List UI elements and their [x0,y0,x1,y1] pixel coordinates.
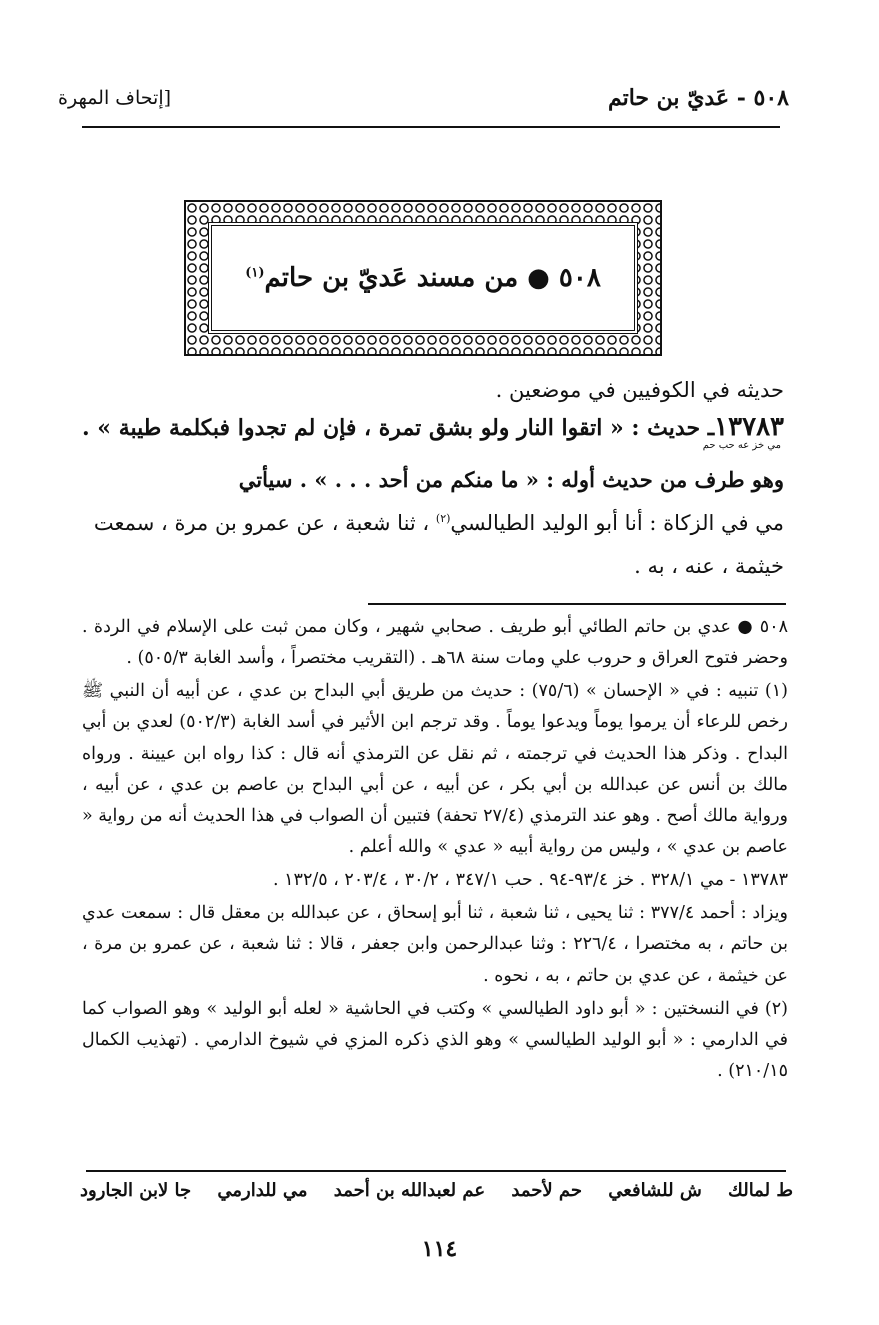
body-line-intro: حديثه في الكوفيين في موضعين . [495,378,784,402]
header-rule [82,126,780,128]
hadith-entry [74,405,784,451]
abbrev-item: مي للدارمي [217,1180,308,1201]
abbrev-item: جا لابن الجارود [80,1180,192,1201]
header-book-title: [إتحاف المهرة [58,87,172,109]
footnotes [82,612,788,1089]
abbrev-item: ط لمالك [728,1180,793,1201]
body-line-tarf: وهو طرف من حديث أوله : « ما منكم من أحد . . . » . سيأتي [238,467,784,492]
abbrev-item: ش للشافعي [608,1180,702,1201]
abbreviations-rule [86,1170,786,1172]
page-number: ١١٤ [421,1236,458,1262]
section-title [245,263,601,293]
footnote-rule [368,603,786,605]
abbrev-item: حم لأحمد [511,1180,583,1201]
hadith-number: ١٣٧٨٣ [714,412,784,442]
isnad-start: مي في الزكاة : أنا أبو الوليد الطيالسي [450,511,784,535]
abbreviations-key [80,1180,793,1201]
hadith-text: ـ حديث : « اتقوا النار ولو بشق تمرة ، فإن لم تجدوا فبكلمة طيبة » . [81,415,715,441]
footnote-takhrij: ١٣٧٨٣ - مي ٣٢٨/١ . خز ٩٣/٤-٩٤ . حب ٣٤٧/١ ، ٣٠/٢ ، ٢٠٣/٤ ، ١٣٢/٥ . [273,870,788,891]
body-line-isnad-end: خيثمة ، عنه ، به . [634,554,784,578]
isnad-end: ، ثنا شعبة ، عن عمرو بن مرة ، سمعت [93,511,436,535]
footnote-2: (٢) في النسختين : « أبو داود الطيالسي » وكتب في الحاشية « لعله أبو الوليد » وهو الصواب كما في الدارمي : « أبو الوليد الطيالسي » وهو الذي ذكره المزي في شيوخ الدارمي . (تهذيب الكمال ٢١٠/١٥) . [82,998,788,1081]
title-inner-frame [208,222,638,334]
abbrev-item: عم لعبدالله بن أحمد [333,1180,486,1201]
footnote-1: (١) تنبيه : في « الإحسان » (٧٥/٦) : حديث من طريق أبي البداح بن عدي ، عن أبيه أن النبي ﷺ رخص للرعاء أن يرموا يوماً ويدعوا يوماً . وقد ترجم ابن الأثير في أسد الغابة (٥٠٢/٣) لعدي بن أبي البداح . وذكر هذا الحديث في ترجمته ، ثم نقل عن الترمذي أنه قال : كذا رواه ابن عيينة . ورواه مالك بن أنس عن عبدالله بن أبي بكر ، عن أبيه ، عن أبي البداح بن عاصم بن عدي ، عن أبيه ، ورواية مالك أصح . وهو عند الترمذي (٢٧/٤ تحفة) فتبين أن الصواب في هذا الحديث أنه من رواية « عاصم بن عدي » ، وليس من رواية أبيه « عدي » والله أعلم . [82,681,788,857]
header-chapter-title: ٥٠٨ - عَديّ بن حاتم [607,85,789,111]
hadith-sigla: مي خز عه حب حم [702,440,781,451]
running-header [58,78,789,118]
footnote-biography: ٥٠٨ ● عدي بن حاتم الطائي أبو طريف . صحابي شهير ، وكان ممن ثبت على الإسلام في الردة . وحضر فتوح العراق و حروب علي ومات سنة ٦٨هـ . (التقريب مختصراً ، وأسد الغابة ٥٠٥/٣) . [82,617,788,669]
footnote-additions: ويزاد : أحمد ٣٧٧/٤ : ثنا يحيى ، ثنا شعبة ، ثنا أبو إسحاق ، عن عبدالله بن معقل قال : سمعت عدي بن حاتم ، به مختصرا ، ٢٢٦/٤ : وثنا عبدالرحمن وابن جعفر ، قالا : ثنا شعبة ، عن عمرو بن مرة ، عن خيثمة ، عن عدي بن حاتم ، به ، نحوه . [82,903,789,986]
section-title-text: ٥٠٨ ● من مسند عَديّ بن حاتم [264,263,601,293]
body-line-isnad [74,505,784,542]
ornamental-title-frame [184,200,662,356]
title-footnote-ref: (١) [245,265,265,281]
isnad-footnote-ref: (٢) [435,512,451,525]
